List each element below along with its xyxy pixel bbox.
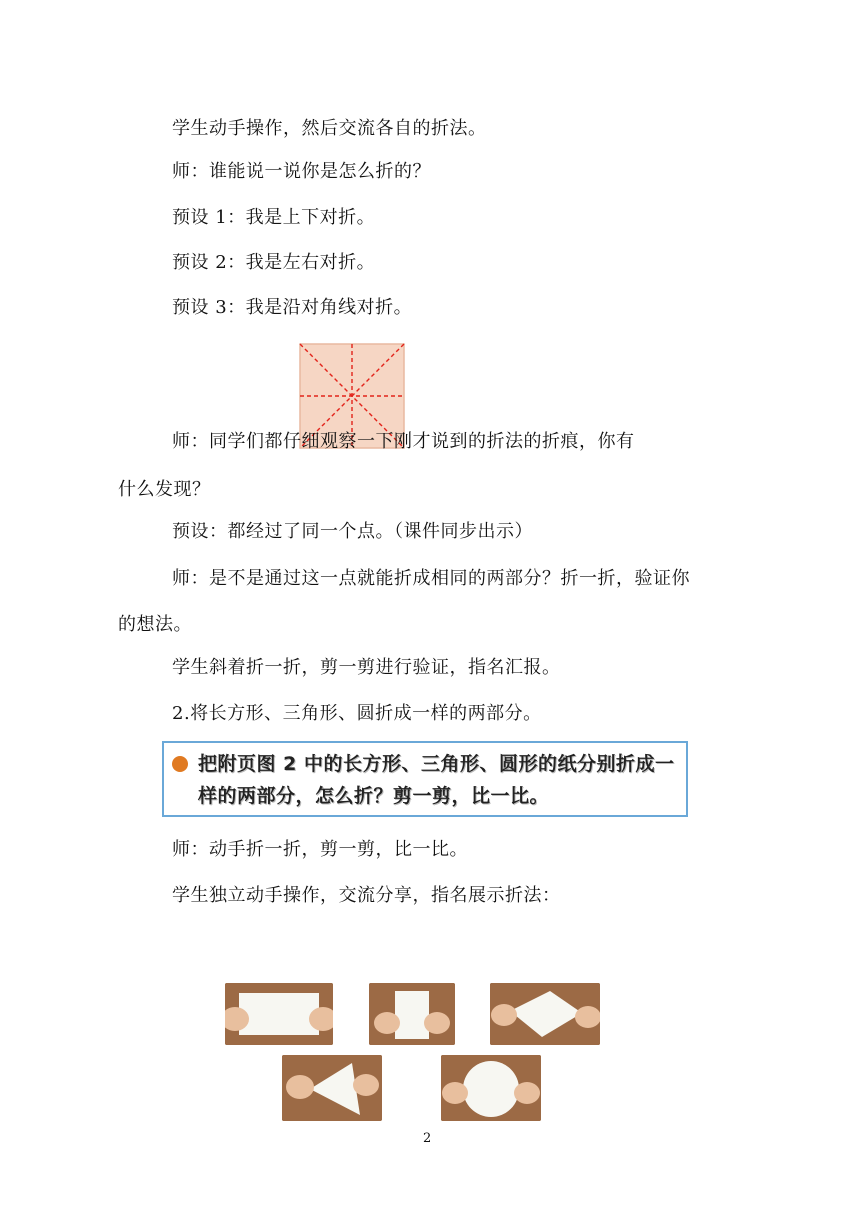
text-line: 学生独立动手操作，交流分享，指名展示折法： xyxy=(172,885,561,906)
photo-circle xyxy=(441,1055,541,1121)
text-line: 师：谁能说一说你是怎么折的？ xyxy=(172,161,431,182)
text-line: 学生动手操作，然后交流各自的折法。 xyxy=(172,118,487,139)
text-line: 预设 3：我是沿对角线对折。 xyxy=(172,297,413,318)
callout-line-2: 样的两部分，怎么折？剪一剪，比一比。 xyxy=(198,785,550,807)
photo-rectangle-vertical xyxy=(369,983,455,1045)
text-line: 的想法。 xyxy=(118,614,192,635)
page-number: 2 xyxy=(423,1131,432,1146)
callout-line-1: 把附页图 2 中的长方形、三角形、圆形的纸分别折成一 xyxy=(198,753,675,775)
photo-rectangle-horizontal xyxy=(225,983,333,1045)
text-line: 学生斜着折一折，剪一剪进行验证，指名汇报。 xyxy=(172,657,561,678)
text-line: 师：同学们都仔细观察一下刚才说到的折法的折痕，你有 xyxy=(172,431,635,452)
orange-dot-icon xyxy=(172,756,188,772)
photo-triangle xyxy=(282,1055,382,1121)
text-line: 师：动手折一折，剪一剪，比一比。 xyxy=(172,839,468,860)
photo-rectangle-diagonal xyxy=(490,983,600,1045)
text-line: 师：是不是通过这一点就能折成相同的两部分？折一折，验证你 xyxy=(172,568,690,589)
text-line: 预设 1：我是上下对折。 xyxy=(172,207,376,228)
text-line: 什么发现？ xyxy=(118,479,211,500)
text-line: 预设：都经过了同一个点。（课件同步出示） xyxy=(172,521,533,542)
activity-callout xyxy=(162,741,688,817)
text-line: 2.将长方形、三角形、圆折成一样的两部分。 xyxy=(172,703,542,724)
text-line: 预设 2：我是左右对折。 xyxy=(172,252,376,273)
